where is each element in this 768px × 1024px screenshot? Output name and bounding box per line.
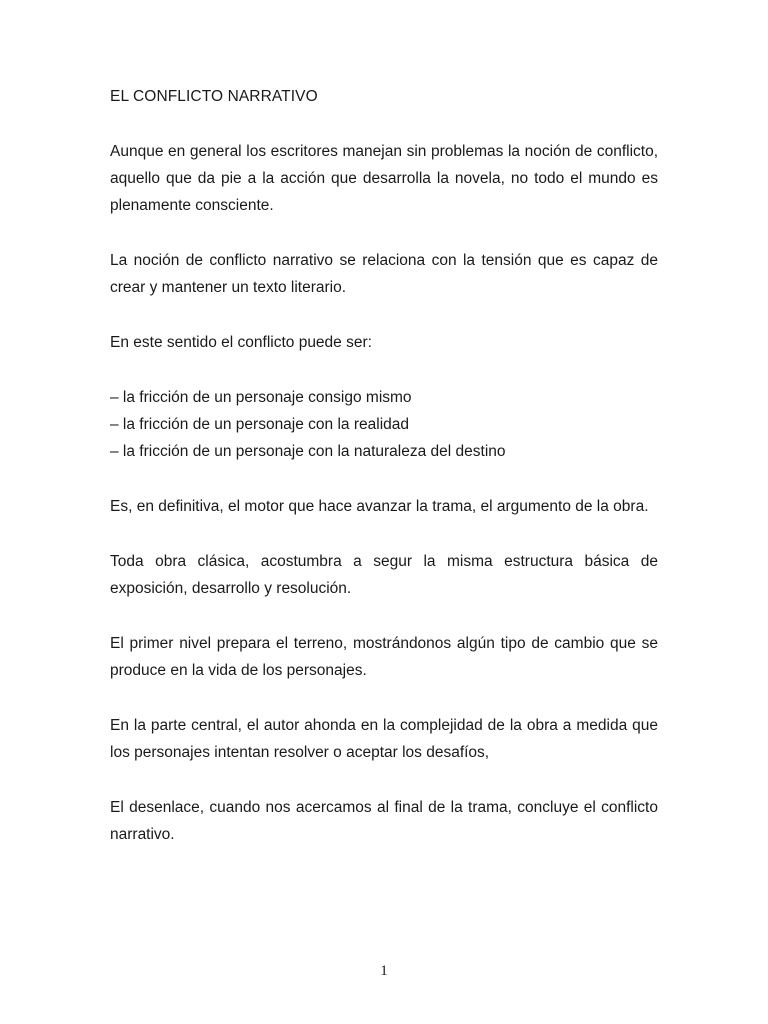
paragraph-6: El primer nivel prepara el terreno, mostrándonos algún tipo de cambio que se produce en la vida de los personajes. [110,635,658,679]
list-item: – la fricción de un personaje consigo mismo [110,389,412,406]
paragraph-1: Aunque en general los escritores manejan sin problemas la noción de conflicto, aquello que da pie a la acción que desarrolla la novela, no todo el mundo es plenamente consciente. [110,143,658,214]
document-page [110,84,658,848]
list-item: – la fricción de un personaje con la realidad [110,416,409,433]
paragraph-7: En la parte central, el autor ahonda en la complejidad de la obra a medida que los personajes intentan resolver o aceptar los desafíos, [110,717,658,761]
paragraph-3: En este sentido el conflicto puede ser: [110,334,372,351]
conflict-list [110,384,658,465]
paragraph-5: Toda obra clásica, acostumbra a segur la misma estructura básica de exposición, desarrollo y resolución. [110,553,658,597]
list-item: – la fricción de un personaje con la naturaleza del destino [110,443,506,460]
paragraph-2: La noción de conflicto narrativo se relaciona con la tensión que es capaz de crear y mantener un texto literario. [110,252,658,296]
paragraph-4: Es, en definitiva, el motor que hace avanzar la trama, el argumento de la obra. [110,498,649,515]
page-number: 1 [380,963,388,979]
document-title: EL CONFLICTO NARRATIVO [110,88,318,105]
paragraph-8: El desenlace, cuando nos acercamos al final de la trama, concluye el conflicto narrativo. [110,799,658,843]
